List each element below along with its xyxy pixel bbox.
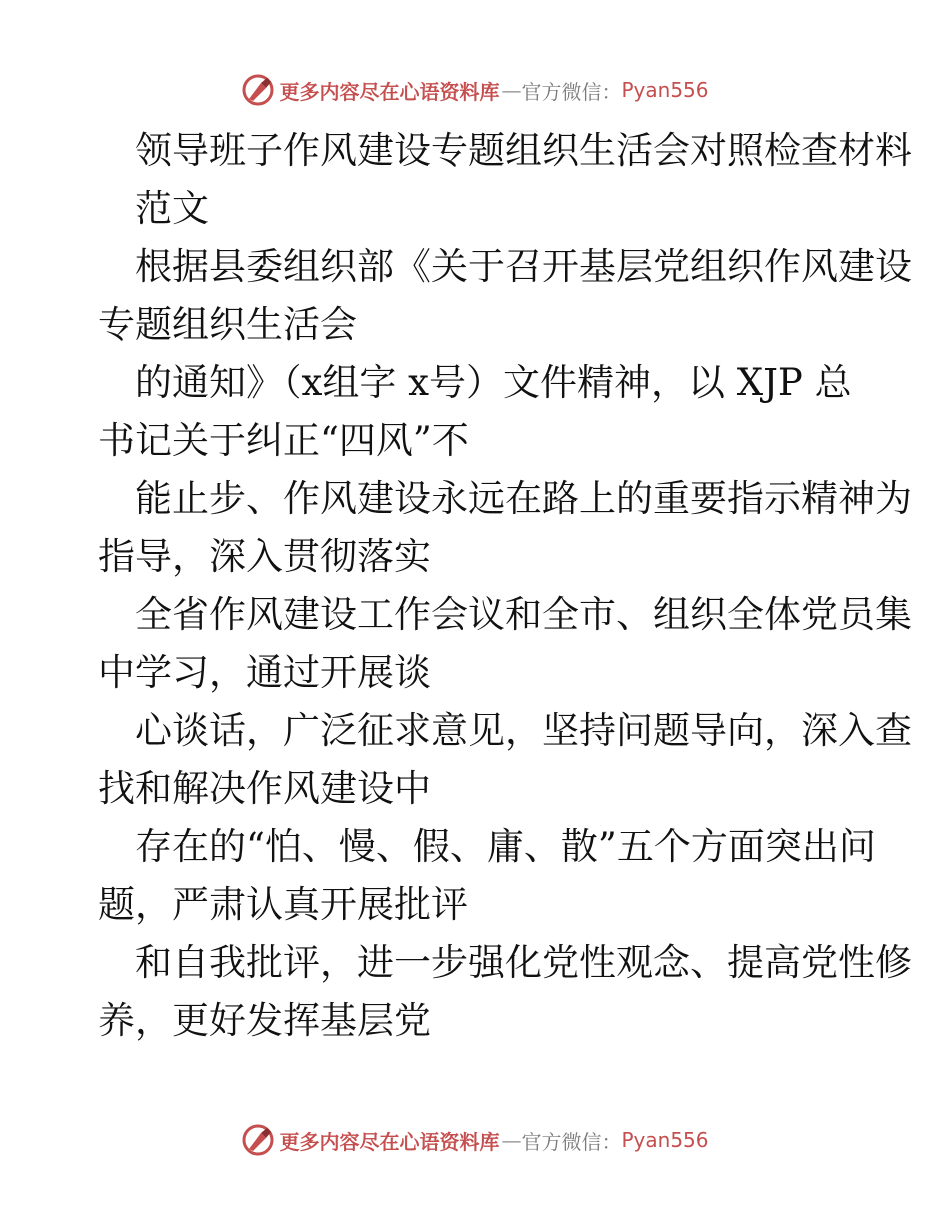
body-line: 专题组织生活会 xyxy=(98,303,357,346)
body-line: 存在的“怕、慢、假、庸、散”五个方面突出问 xyxy=(135,825,876,868)
banner-dash: — xyxy=(501,1128,520,1152)
header-banner xyxy=(0,70,950,110)
banner-account-id: Pyan556 xyxy=(621,78,709,102)
body-line: 书记关于纠正“四风”不 xyxy=(98,419,469,462)
body-line: 指导，深入贯彻落实 xyxy=(98,535,431,578)
body-line: 养，更好发挥基层党 xyxy=(98,999,431,1042)
banner-account-id: Pyan556 xyxy=(621,1128,709,1152)
body-line: 的通知》（x组字 x号）文件精神，以 XJP 总 xyxy=(135,361,852,404)
pen-nib-logo-icon xyxy=(241,1123,275,1157)
banner-brand-text: 更多内容尽在心语资料库 xyxy=(279,1129,500,1154)
banner-brand-text: 更多内容尽在心语资料库 xyxy=(279,79,500,104)
document-title-line-1: 领导班子作风建设专题组织生活会对照检查材料 xyxy=(135,129,912,172)
document-title-line-2: 范文 xyxy=(135,187,209,230)
body-line: 找和解决作风建设中 xyxy=(98,767,431,810)
banner-official-label: 官方微信： xyxy=(521,79,622,104)
body-line: 全省作风建设工作会议和全市、组织全体党员集 xyxy=(135,593,912,636)
body-line: 能止步、作风建设永远在路上的重要指示精神为 xyxy=(135,477,912,520)
body-line: 和自我批评，进一步强化党性观念、提高党性修 xyxy=(135,941,912,984)
pen-nib-logo-icon xyxy=(241,73,275,107)
body-line: 心谈话，广泛征求意见，坚持问题导向，深入查 xyxy=(135,709,912,752)
document-body xyxy=(98,122,912,1050)
banner-official-label: 官方微信： xyxy=(521,1129,622,1154)
body-line: 题，严肃认真开展批评 xyxy=(98,883,468,926)
footer-banner xyxy=(0,1120,950,1160)
body-line: 中学习，通过开展谈 xyxy=(98,651,431,694)
body-line: 根据县委组织部《关于召开基层党组织作风建设 xyxy=(135,245,912,288)
banner-dash: — xyxy=(501,78,520,102)
